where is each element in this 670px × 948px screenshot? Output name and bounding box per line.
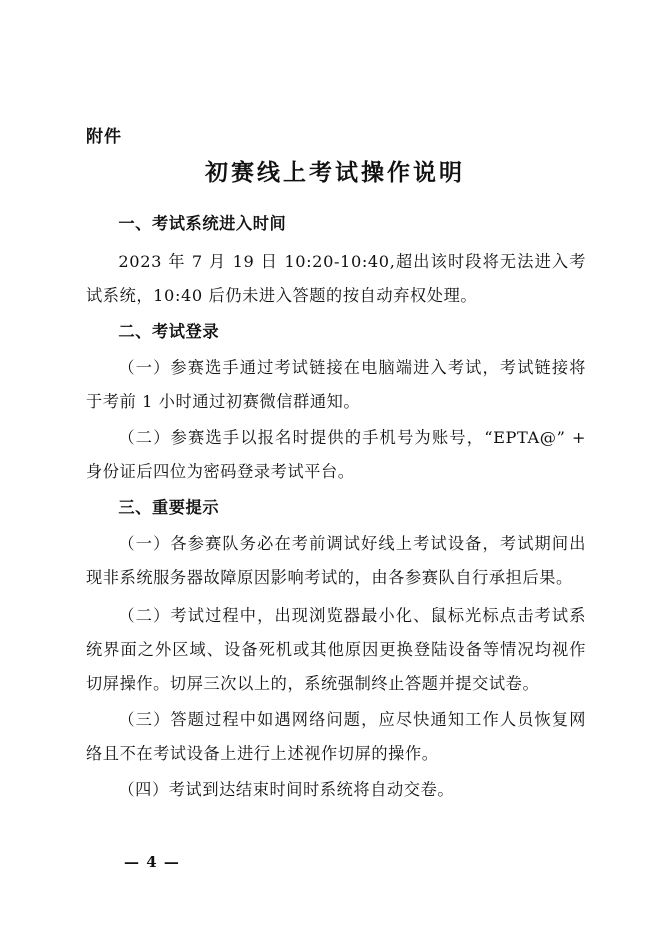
section-heading-3: 三、重要提示 — [118, 498, 220, 517]
paragraph-tip-1: （一）各参赛队务必在考前调试好线上考试设备，考试期间出现非系统服务器故障原因影响考试的，由各参赛队自行承担后果。 — [86, 534, 586, 587]
paragraph-entry-time: 2023 年 7 月 19 日 10:20-10:40,超出该时段将无法进入考试系统，10:40 后仍未进入答题的按自动弃权处理。 — [86, 252, 586, 305]
document-body — [86, 207, 586, 807]
paragraph-login-2: （二）参赛选手以报名时提供的手机号为账号，“EPTA@” + 身份证后四位为密码登录考试平台。 — [86, 428, 586, 481]
paragraph-login-1: （一）参赛选手通过考试链接在电脑端进入考试，考试链接将于考前 1 小时通过初赛微信群通知。 — [86, 358, 586, 411]
paragraph-tip-4: （四）考试到达结束时间时系统将自动交卷。 — [118, 780, 455, 799]
paragraph-tip-3: （三）答题过程中如遇网络问题，应尽快通知工作人员恢复网络且不在考试设备上进行上述视作切屏的操作。 — [86, 710, 586, 763]
section-heading-1: 一、考试系统进入时间 — [118, 214, 287, 233]
page-number: — 4 — — [124, 853, 180, 871]
document-title: 初赛线上考试操作说明 — [205, 159, 465, 186]
section-heading-2: 二、考试登录 — [118, 322, 220, 341]
paragraph-tip-2: （二）考试过程中，出现浏览器最小化、鼠标光标点击考试系统界面之外区域、设备死机或其他原因更换登陆设备等情况均视作切屏操作。切屏三次以上的，系统强制终止答题并提交试卷。 — [86, 606, 586, 693]
attachment-label: 附件 — [86, 127, 122, 147]
